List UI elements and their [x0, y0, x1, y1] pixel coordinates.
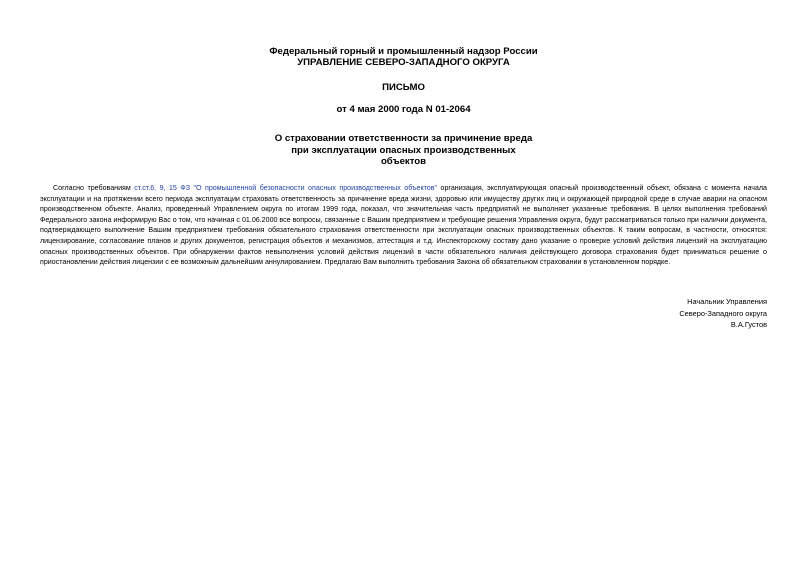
document-type: ПИСЬМО [382, 82, 425, 93]
document-subject [0, 133, 807, 168]
department-name: УПРАВЛЕНИЕ СЕВЕРО-ЗАПАДНОГО ОКРУГА [297, 57, 510, 68]
body-intro: Согласно требованиям [53, 184, 135, 192]
subject-line-1: О страховании ответственности за причинение вреда [274, 133, 533, 144]
letter-body [40, 183, 767, 268]
law-articles-link[interactable]: ст.ст.6, 9, 15 ФЗ "О промышленной безопасности опасных производственных объектов" [134, 184, 438, 192]
subject-line-3: объектов [380, 156, 427, 167]
subject-line-2: при эксплуатации опасных производственных [291, 144, 516, 156]
signature-position-1: Начальник Управления [687, 297, 767, 306]
signature-position-2: Северо-Западного округа [679, 308, 767, 318]
signature-name: В.А.Густов [730, 320, 767, 330]
document-header [0, 46, 807, 68]
agency-name: Федеральный горный и промышленный надзор России [269, 46, 538, 57]
signature-block [679, 296, 767, 331]
document-date: от 4 мая 2000 года N 01-2064 [336, 104, 471, 115]
body-rest: организация, эксплуатирующая опасный производственный объект, обязана с момента начала эксплуатации и на протяжении всего периода эксплуатации страховать ответственность за причинение вреда жизни, здоровью или имуществу других лиц и окружающей природной среде в случае аварии на опасном производственном объекте. Анализ, проведенный Управлением округа по итогам 1999 года, показал, что значительная часть предприятий не выполняет указанные требования. В целях выполнения требований Федерального закона информирую Вас о том, что начиная с 01.06.2000 все вопросы, связанные с Вашим предприятием и требующие решения Управления округа, будут рассматриваться только при наличии документа, подтверждающего выполнение Вашим предприятием требования обязательного страхования ответственности при эксплуатации опасных производственных объектов. К таким вопросам, в частности, относятся: лицензирование, согласование планов и других документов, регистрация объектов и механизмов, аттестация и т.д. Инспекторскому составу дано указание о проверке условий действия лицензий на эксплуатацию опасных производственных объектов. При обнаружении фактов невыполнения условий действия лицензий в части обязательного наличия действующего договора страхования будет приниматься решение о приостановлении действия лицензии с ее возможным дальнейшим аннулированием. Предлагаю Вам выполнить требования Закона об обязательном страховании в установленном порядке. [40, 184, 767, 267]
